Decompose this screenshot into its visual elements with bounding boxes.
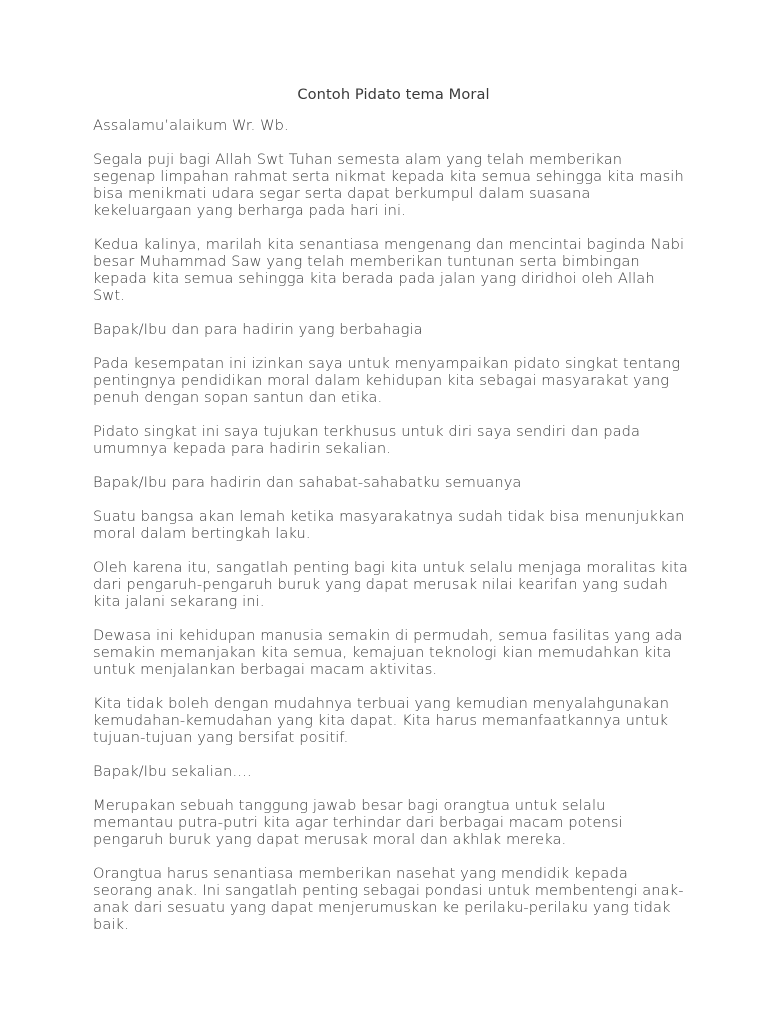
- paragraph-intent: Pidato singkat ini saya tujukan terkhusus untuk diri saya sendiri dan pada umumnya kepada para hadirin sekalian.: [93, 423, 641, 457]
- paragraph-modern-life: Dewasa ini kehidupan manusia semakin di permudah, semua fasilitas yang ada semakin memanjakan kita semua, kemajuan teknologi kian memudahkan kita untuk menjalankan berbagai macam aktivitas.: [93, 627, 683, 678]
- paragraph-praise: Segala puji bagi Allah Swt Tuhan semesta alam yang telah memberikan segenap limpahan rahmat serta nikmat kepada kita semua sehingga kita masih bisa menikmati udara segar serta dapat berkumpul dalam suasana kekeluargaan yang berharga pada hari ini.: [93, 151, 684, 219]
- paragraph-greeting: Assalamu’alaikum Wr. Wb.: [93, 117, 289, 134]
- paragraph-positive-use: Kita tidak boleh dengan mudahnya terbuai yang kemudian menyalahgunakan kemudahan-kemudahan yang kita dapat. Kita harus memanfaatkannya untuk tujuan-tujuan yang bersifat positif.: [93, 695, 670, 746]
- paragraph-parents-advice: Orangtua harus senantiasa memberikan nasehat yang mendidik kepada seorang anak. Ini sangatlah penting sebagai pondasi untuk membentengi anak-anak dari sesuatu yang dapat menjerumuskan ke perilaku-perilaku yang tidak baik.: [93, 865, 684, 933]
- paragraph-address-friends: Bapak/Ibu para hadirin dan sahabat-sahabatku semuanya: [93, 474, 522, 491]
- paragraph-nation: Suatu bangsa akan lemah ketika masyarakatnya sudah tidak bisa menunjukkan moral dalam bertingkah laku.: [93, 508, 685, 542]
- paragraph-address-audience: Bapak/Ibu dan para hadirin yang berbahagia: [93, 321, 423, 338]
- paragraph-opening-topic: Pada kesempatan ini izinkan saya untuk menyampaikan pidato singkat tentang pentingnya pendidikan moral dalam kehidupan kita sebagai masyarakat yang penuh dengan sopan santun dan etika.: [93, 355, 681, 406]
- document-title: Contoh Pidato tema Moral: [297, 86, 490, 103]
- paragraph-morality: Oleh karena itu, sangatlah penting bagi kita untuk selalu menjaga moralitas kita dari pengaruh-pengaruh buruk yang dapat merusak nilai kearifan yang sudah kita jalani sekarang ini.: [93, 559, 688, 610]
- paragraph-address-all: Bapak/Ibu sekalian….: [93, 763, 252, 780]
- paragraph-parents-responsibility: Merupakan sebuah tanggung jawab besar bagi orangtua untuk selalu memantau putra-putri kita agar terhindar dari berbagai macam potensi pengaruh buruk yang dapat merusak moral dan akhlak mereka.: [93, 797, 623, 848]
- paragraph-prophet: Kedua kalinya, marilah kita senantiasa mengenang dan mencintai baginda Nabi besar Muhammad Saw yang telah memberikan tuntunan serta bimbingan kepada kita semua sehingga kita berada pada jalan yang diridhoi oleh Allah Swt.: [93, 236, 685, 304]
